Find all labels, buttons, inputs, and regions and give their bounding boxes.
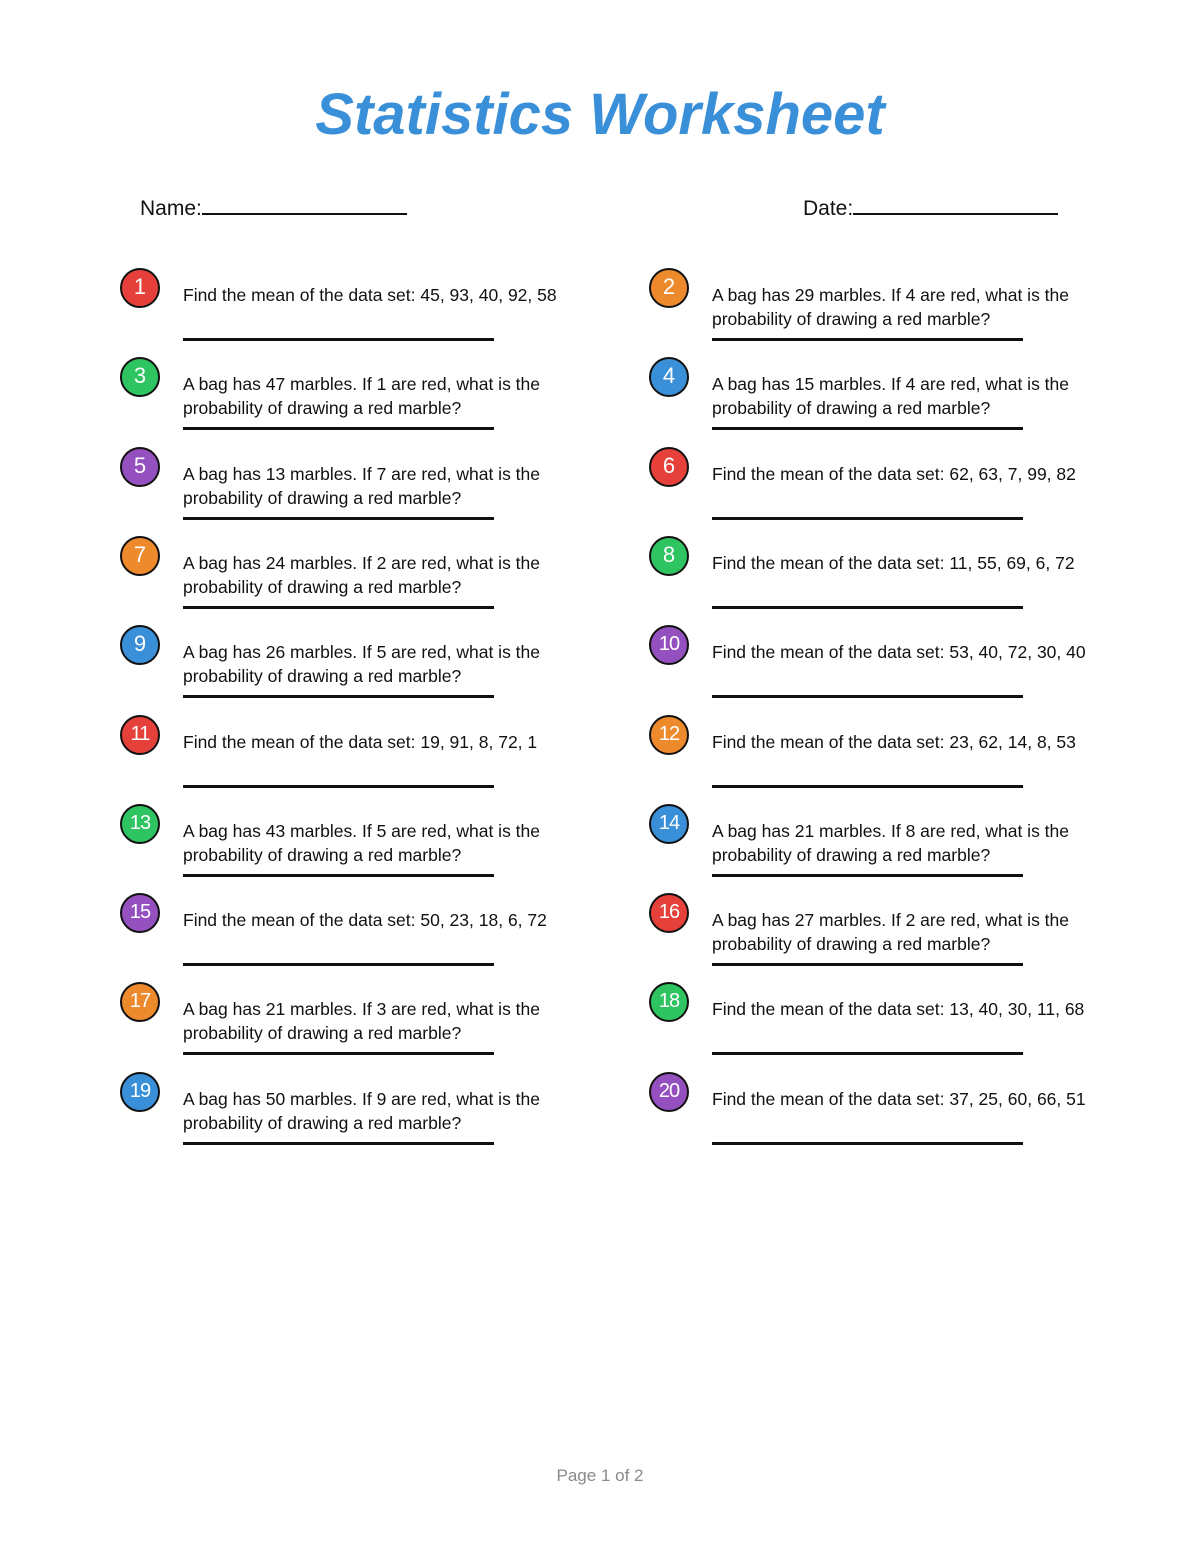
problem-number-badge: 3 — [120, 357, 160, 397]
problem-number-badge: 6 — [649, 447, 689, 487]
problem-text: A bag has 26 marbles. If 5 are red, what is the probability of drawing a red marble? — [183, 642, 541, 687]
problem-number-badge: 10 — [649, 625, 689, 665]
problem-number-badge: 20 — [649, 1072, 689, 1112]
problem-text: A bag has 21 marbles. If 3 are red, what is the probability of drawing a red marble? — [183, 999, 541, 1044]
problem-text: Find the mean of the data set: 23, 62, 14, 8, 53 — [712, 731, 1076, 752]
problem-item — [120, 893, 680, 982]
problem-item — [120, 447, 680, 536]
date-blank-line[interactable] — [853, 193, 1058, 215]
problem-text: Find the mean of the data set: 13, 40, 30, 11, 68 — [712, 999, 1085, 1020]
problem-item — [649, 804, 1200, 893]
problem-text: A bag has 21 marbles. If 8 are red, what is the probability of drawing a red marble? — [712, 820, 1070, 865]
answer-line[interactable] — [712, 785, 1023, 788]
problem-number-badge: 14 — [649, 804, 689, 844]
problem-text: Find the mean of the data set: 37, 25, 60, 66, 51 — [712, 1088, 1086, 1109]
answer-line[interactable] — [183, 874, 494, 877]
problem-text: Find the mean of the data set: 45, 93, 40, 92, 58 — [183, 285, 557, 305]
problem-text: A bag has 27 marbles. If 2 are red, what is the probability of drawing a red marble? — [712, 910, 1070, 955]
problem-text: Find the mean of the data set: 53, 40, 72, 30, 40 — [712, 642, 1086, 663]
answer-line[interactable] — [712, 1142, 1023, 1145]
problem-number-badge: 5 — [120, 447, 160, 487]
problem-item — [120, 625, 680, 714]
problem-item — [649, 1072, 1200, 1161]
answer-line[interactable] — [183, 606, 494, 609]
name-label: Name: — [140, 197, 202, 220]
problem-number-badge: 15 — [120, 893, 160, 933]
answer-line[interactable] — [183, 427, 494, 430]
answer-line[interactable] — [183, 517, 494, 520]
problem-item — [649, 268, 1200, 357]
problem-text: Find the mean of the data set: 11, 55, 69, 6, 72 — [712, 552, 1075, 573]
problem-number-badge: 2 — [649, 268, 689, 308]
problem-number-badge: 19 — [120, 1072, 160, 1112]
problem-text: Find the mean of the data set: 19, 91, 8, 72, 1 — [183, 731, 538, 752]
problem-number-badge: 4 — [649, 357, 689, 397]
problem-text: A bag has 47 marbles. If 1 are red, what is the probability of drawing a red marble? — [183, 374, 541, 419]
problem-item — [649, 982, 1200, 1071]
problem-text: A bag has 43 marbles. If 5 are red, what is the probability of drawing a red marble? — [183, 820, 541, 865]
date-field[interactable] — [803, 193, 1058, 221]
answer-line[interactable] — [183, 963, 494, 966]
problem-number-badge: 11 — [120, 715, 160, 755]
answer-line[interactable] — [712, 338, 1023, 341]
answer-line[interactable] — [183, 1052, 494, 1055]
answer-line[interactable] — [712, 874, 1023, 877]
problem-number-badge: 7 — [120, 536, 160, 576]
problem-number-badge: 8 — [649, 536, 689, 576]
problem-text: Find the mean of the data set: 62, 63, 7, 99, 82 — [712, 463, 1076, 484]
page-footer: Page 1 of 2 — [556, 1466, 644, 1485]
name-field[interactable] — [140, 193, 407, 221]
problem-item — [120, 1072, 680, 1161]
problem-text: A bag has 15 marbles. If 4 are red, what is the probability of drawing a red marble? — [712, 374, 1070, 419]
problem-number-badge: 16 — [649, 893, 689, 933]
problem-item — [649, 893, 1200, 982]
problem-item — [120, 982, 680, 1071]
problem-item — [649, 715, 1200, 804]
problem-number-badge: 1 — [120, 268, 160, 308]
answer-line[interactable] — [712, 1052, 1023, 1055]
answer-line[interactable] — [712, 606, 1023, 609]
problem-item — [120, 268, 680, 357]
problem-item — [649, 536, 1200, 625]
answer-line[interactable] — [183, 338, 494, 341]
answer-line[interactable] — [712, 517, 1023, 520]
answer-line[interactable] — [712, 695, 1023, 698]
problem-item — [649, 357, 1200, 446]
answer-line[interactable] — [183, 785, 494, 788]
problem-number-badge: 17 — [120, 982, 160, 1022]
problem-number-badge: 9 — [120, 625, 160, 665]
problem-text: Find the mean of the data set: 50, 23, 18, 6, 72 — [183, 910, 547, 931]
problem-item — [649, 625, 1200, 714]
answer-line[interactable] — [183, 695, 494, 698]
problem-number-badge: 13 — [120, 804, 160, 844]
problem-text: A bag has 50 marbles. If 9 are red, what is the probability of drawing a red marble? — [183, 1088, 541, 1133]
problem-text: A bag has 24 marbles. If 2 are red, what is the probability of drawing a red marble? — [183, 552, 541, 597]
problem-item — [649, 447, 1200, 536]
problem-item — [120, 804, 680, 893]
answer-line[interactable] — [712, 427, 1023, 430]
problem-item — [120, 357, 680, 446]
name-blank-line[interactable] — [202, 193, 407, 215]
answer-line[interactable] — [712, 963, 1023, 966]
problem-item — [120, 536, 680, 625]
date-label: Date: — [803, 197, 854, 220]
answer-line[interactable] — [183, 1142, 494, 1145]
problem-number-badge: 12 — [649, 715, 689, 755]
problem-item — [120, 715, 680, 804]
problem-text: A bag has 29 marbles. If 4 are red, what is the probability of drawing a red marble? — [712, 285, 1070, 329]
worksheet-title: Statistics Worksheet — [315, 82, 885, 147]
problem-number-badge: 18 — [649, 982, 689, 1022]
problem-text: A bag has 13 marbles. If 7 are red, what is the probability of drawing a red marble? — [183, 463, 541, 508]
